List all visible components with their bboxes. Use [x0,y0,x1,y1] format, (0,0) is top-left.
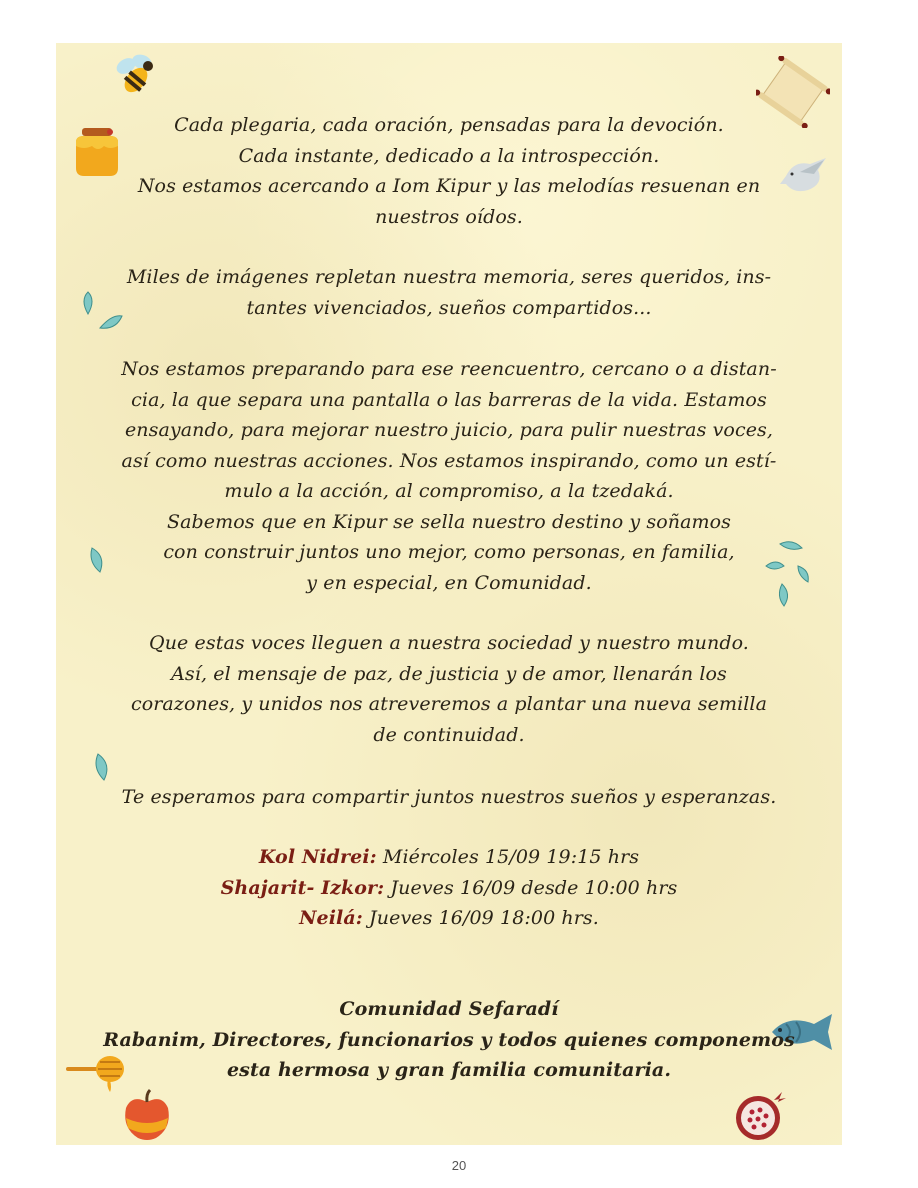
page-number: 20 [451,1158,467,1173]
text-line: Te esperamos para compartir juntos nuestros sueños y esperanzas. [121,786,777,808]
bee-icon [112,52,160,98]
signature [56,994,842,1086]
organization-name: Comunidad Sefaradí [339,998,559,1020]
invitation-text [56,782,842,813]
text-line: mulo a la acción, al compromiso, a la tzedaká. [224,480,674,502]
text-line: Sabemos que en Kipur se sella nuestro destino y soñamos [166,510,732,533]
text-line: Nos estamos acercando a Iom Kipur y las melodías resuenan en [137,175,761,197]
apple-icon [120,1088,174,1142]
text-line: cia, la que separa una pantalla o las barreras de la vida. Estamos [131,388,767,411]
schedule-item [56,903,842,934]
text-line: así como nuestras acciones. Nos estamos inspirando, como un estí- [121,449,777,472]
service-name: Neilá: [299,907,363,929]
text-line: Que estas voces lleguen a nuestra sociedad y nuestro mundo. [149,632,749,654]
service-time: Jueves 16/09 desde 10:00 hrs [384,876,678,899]
paragraph-4 [56,628,842,750]
text-line: Cada instante, dedicado a la introspección. [238,144,660,167]
text-line: esta hermosa y gran familia comunitaria. [226,1059,672,1081]
pomegranate-icon [732,1088,788,1142]
text-line: Cada plegaria, cada oración, pensadas para la devoción. [174,114,724,136]
service-name: Shajarit- Izkor: [220,876,385,899]
service-time: Miércoles 15/09 19:15 hrs [376,846,640,868]
text-line: Rabanim, Directores, funcionarios y todos quienes componemos [103,1028,795,1051]
schedule [56,842,842,934]
text-line: Así, el mensaje de paz, de justicia y de amor, llenarán los [171,662,727,685]
service-name: Kol Nidrei: [258,846,377,868]
service-time: Jueves 16/09 18:00 hrs. [362,907,599,929]
text-line: Nos estamos preparando para ese reencuentro, cercano o a distan- [121,358,777,380]
text-line: con construir juntos uno mejor, como personas, en familia, [163,541,735,563]
paragraph-2 [56,262,842,323]
text-line: nuestros oídos. [375,205,523,228]
paragraph-1 [56,110,842,232]
text-line: tantes vivenciados, sueños compartidos... [246,296,652,319]
text-line: y en especial, en Comunidad. [306,571,592,594]
schedule-item [56,842,842,873]
leaf-icon [92,752,112,782]
text-line: ensayando, para mejorar nuestro juicio, para pulir nuestras voces, [124,419,774,441]
schedule-item [56,873,842,904]
paragraph-3 [56,354,842,598]
text-line: corazones, y unidos nos atreveremos a plantar una nueva semilla [130,693,768,715]
text-line: de continuidad. [373,723,525,746]
text-line: Miles de imágenes repletan nuestra memoria, seres queridos, ins- [126,266,772,288]
